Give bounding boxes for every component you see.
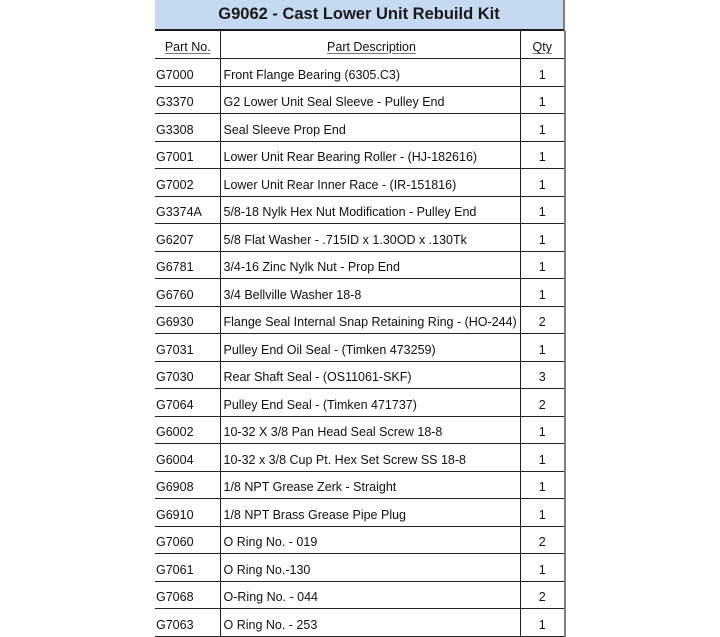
table-row — [155, 581, 565, 609]
table-row — [155, 444, 565, 472]
part-description-cell: 3/4-16 Zinc Nylk Nut - Prop End — [220, 251, 520, 279]
part-description-cell: Lower Unit Rear Bearing Roller - (HJ-182616) — [220, 141, 520, 169]
quantity-cell: 1 — [520, 169, 565, 197]
part-description-cell: Rear Shaft Seal - (OS11061-SKF) — [220, 361, 520, 389]
quantity-cell: 1 — [520, 251, 565, 279]
part-description-cell: Seal Sleeve Prop End — [220, 114, 520, 142]
part-description-cell: O Ring No. - 019 — [220, 526, 520, 554]
table-row — [155, 554, 565, 582]
part-description-cell: 1/8 NPT Brass Grease Pipe Plug — [220, 499, 520, 527]
part-number-cell: G3374A — [156, 205, 202, 219]
part-number-cell: G6781 — [156, 260, 194, 274]
quantity-cell: 2 — [520, 526, 565, 554]
header-part-no: Part No. — [164, 40, 211, 54]
part-number-cell: G7001 — [156, 150, 194, 164]
table-row — [155, 251, 565, 279]
part-number-cell: G7000 — [156, 67, 194, 82]
header-qty: Qty — [520, 31, 565, 59]
table-header-row — [155, 31, 565, 59]
part-description-cell: Flange Seal Internal Snap Retaining Ring - (HO-244) — [220, 306, 520, 334]
quantity-cell: 1 — [520, 279, 565, 307]
table-row — [155, 334, 565, 362]
quantity-cell: 1 — [520, 609, 565, 637]
table-row — [155, 141, 565, 169]
quantity-cell: 1 — [520, 114, 565, 142]
part-number-cell: G3370 — [156, 95, 194, 109]
part-number-cell: G6004 — [156, 452, 194, 467]
table-row — [155, 389, 565, 417]
quantity-cell: 3 — [520, 361, 565, 389]
header-part-description: Part Description — [220, 31, 520, 59]
quantity-cell: 1 — [520, 59, 565, 87]
quantity-cell: 1 — [520, 471, 565, 499]
part-number-cell: G6207 — [156, 232, 194, 247]
part-description-cell: O-Ring No. - 044 — [220, 581, 520, 609]
quantity-cell: 1 — [520, 444, 565, 472]
parts-list-sheet — [155, 0, 565, 637]
part-number-cell: G7031 — [156, 342, 194, 357]
part-description-cell: 10-32 X 3/8 Pan Head Seal Screw 18-8 — [220, 416, 520, 444]
quantity-cell: 2 — [520, 389, 565, 417]
part-description-cell: Lower Unit Rear Inner Race - (IR-151816) — [220, 169, 520, 197]
part-number-cell: G7064 — [156, 397, 194, 412]
table-row — [155, 361, 565, 389]
quantity-cell: 1 — [520, 196, 565, 224]
part-number-cell: G7030 — [156, 370, 194, 384]
parts-table — [155, 31, 566, 637]
part-description-cell: 1/8 NPT Grease Zerk - Straight — [220, 471, 520, 499]
quantity-cell: 1 — [520, 141, 565, 169]
part-number-cell: G3308 — [156, 122, 194, 137]
part-description-cell: 5/8-18 Nylk Hex Nut Modification - Pulley End — [220, 196, 520, 224]
part-number-cell: G7061 — [156, 562, 194, 577]
part-description-cell: O Ring No. - 253 — [220, 609, 520, 637]
part-description-cell: Pulley End Seal - (Timken 471737) — [220, 389, 520, 417]
quantity-cell: 1 — [520, 554, 565, 582]
part-number-cell: G6002 — [156, 425, 194, 439]
part-description-cell: 10-32 x 3/8 Cup Pt. Hex Set Screw SS 18-8 — [220, 444, 520, 472]
part-description-cell: G2 Lower Unit Seal Sleeve - Pulley End — [220, 86, 520, 114]
table-row — [155, 59, 565, 87]
part-description-cell: 3/4 Bellville Washer 18-8 — [220, 279, 520, 307]
table-row — [155, 114, 565, 142]
part-number-cell: G7068 — [156, 590, 194, 604]
part-number-cell: G6910 — [156, 507, 194, 522]
quantity-cell: 1 — [520, 499, 565, 527]
table-row — [155, 416, 565, 444]
quantity-cell: 1 — [520, 334, 565, 362]
quantity-cell: 1 — [520, 86, 565, 114]
table-row — [155, 169, 565, 197]
part-description-cell: Pulley End Oil Seal - (Timken 473259) — [220, 334, 520, 362]
part-number-cell: G6930 — [156, 315, 194, 329]
quantity-cell: 2 — [520, 581, 565, 609]
table-row — [155, 196, 565, 224]
part-description-cell: 5/8 Flat Washer - .715ID x 1.30OD x .130Tk — [220, 224, 520, 252]
table-row — [155, 526, 565, 554]
part-number-cell: G7063 — [156, 617, 194, 632]
table-row — [155, 86, 565, 114]
part-number-cell: G6760 — [156, 287, 194, 302]
table-row — [155, 499, 565, 527]
table-row — [155, 471, 565, 499]
quantity-cell: 2 — [520, 306, 565, 334]
kit-title: G9062 - Cast Lower Unit Rebuild Kit — [155, 0, 565, 31]
table-row — [155, 279, 565, 307]
quantity-cell: 1 — [520, 224, 565, 252]
quantity-cell: 1 — [520, 416, 565, 444]
part-number-cell: G7060 — [156, 535, 194, 549]
table-row — [155, 224, 565, 252]
table-body — [155, 59, 565, 637]
part-description-cell: O Ring No.-130 — [220, 554, 520, 582]
part-number-cell: G6908 — [156, 480, 194, 494]
part-number-cell: G7002 — [156, 177, 194, 192]
table-row — [155, 306, 565, 334]
part-description-cell: Front Flange Bearing (6305.C3) — [220, 59, 520, 87]
